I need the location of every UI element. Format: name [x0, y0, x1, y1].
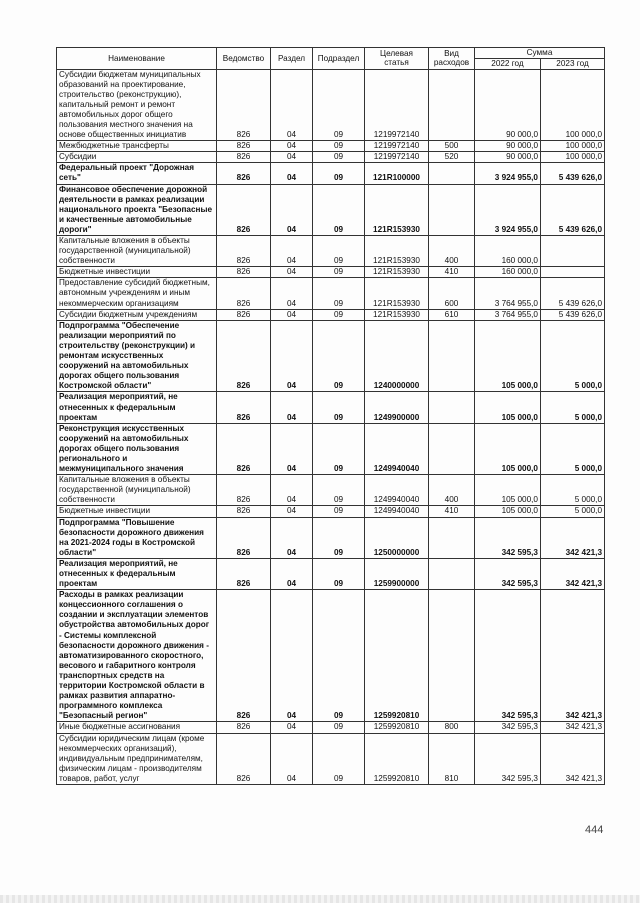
row-sum-2023: 5 000,0: [541, 423, 605, 474]
row-dept: 826: [217, 69, 271, 141]
row-name: Подпрограмма "Повышение безопасности дорожного движения на 2021-2024 годы в Костромской области": [57, 517, 217, 558]
row-target: 121R153930: [365, 309, 429, 320]
row-name: Подпрограмма "Обеспечение реализации мероприятий по строительству (реконструкции) и ремонтам искусственных сооружений на автомобильных дорогах общего пользования Костромской области": [57, 320, 217, 392]
row-name: Субсидии: [57, 152, 217, 163]
row-sum-2022: 160 000,0: [475, 236, 541, 267]
row-section: 04: [271, 236, 313, 267]
row-name: Субсидии бюджетным учреждениям: [57, 309, 217, 320]
row-kind: 520: [429, 152, 475, 163]
row-subsection: 09: [313, 590, 365, 722]
row-dept: 826: [217, 184, 271, 235]
table-row: [57, 163, 605, 184]
row-target: 121R153930: [365, 278, 429, 309]
table-row: [57, 423, 605, 474]
row-sum-2022: 105 000,0: [475, 475, 541, 506]
row-name: Реализация мероприятий, не отнесенных к федеральным проектам: [57, 392, 217, 423]
row-section: 04: [271, 267, 313, 278]
header-2022: 2022 год: [475, 59, 541, 70]
table-row: [57, 733, 605, 784]
row-target: 121R153930: [365, 184, 429, 235]
row-kind: 800: [429, 722, 475, 733]
row-dept: 826: [217, 475, 271, 506]
row-sum-2022: 90 000,0: [475, 152, 541, 163]
row-section: 04: [271, 141, 313, 152]
table-row: [57, 278, 605, 309]
row-sum-2023: 5 000,0: [541, 392, 605, 423]
row-sum-2022: 342 595,3: [475, 733, 541, 784]
row-dept: 826: [217, 163, 271, 184]
row-sum-2022: 105 000,0: [475, 392, 541, 423]
table-row: [57, 590, 605, 722]
row-sum-2022: 105 000,0: [475, 506, 541, 517]
row-subsection: 09: [313, 163, 365, 184]
row-sum-2022: 3 924 955,0: [475, 184, 541, 235]
row-sum-2023: 342 421,3: [541, 517, 605, 558]
row-dept: 826: [217, 236, 271, 267]
row-subsection: 09: [313, 733, 365, 784]
row-target: 1249940040: [365, 475, 429, 506]
row-section: 04: [271, 517, 313, 558]
budget-table: [56, 47, 605, 785]
row-subsection: 09: [313, 392, 365, 423]
row-name: Иные бюджетные ассигнования: [57, 722, 217, 733]
row-kind: [429, 517, 475, 558]
row-sum-2022: 3 764 955,0: [475, 278, 541, 309]
row-kind: [429, 184, 475, 235]
row-sum-2023: 5 439 626,0: [541, 163, 605, 184]
row-name: Капитальные вложения в объекты государственной (муниципальной) собственности: [57, 475, 217, 506]
row-subsection: 09: [313, 722, 365, 733]
row-name: Субсидии юридическим лицам (кроме некоммерческих организаций), индивидуальным предпринимателям, физическим лицам - производителям товаров, работ, услуг: [57, 733, 217, 784]
row-sum-2023: 100 000,0: [541, 69, 605, 141]
row-target: 1219972140: [365, 152, 429, 163]
row-kind: [429, 423, 475, 474]
row-section: 04: [271, 392, 313, 423]
table-row: [57, 184, 605, 235]
row-target: 1259900000: [365, 558, 429, 589]
row-target: 121R100000: [365, 163, 429, 184]
row-dept: 826: [217, 722, 271, 733]
row-dept: 826: [217, 590, 271, 722]
row-section: 04: [271, 163, 313, 184]
row-section: 04: [271, 69, 313, 141]
row-dept: 826: [217, 558, 271, 589]
row-sum-2022: 90 000,0: [475, 141, 541, 152]
row-target: 1249900000: [365, 392, 429, 423]
row-section: 04: [271, 722, 313, 733]
table-row: [57, 320, 605, 392]
row-sum-2023: 5 000,0: [541, 320, 605, 392]
row-sum-2023: 342 421,3: [541, 722, 605, 733]
row-section: 04: [271, 423, 313, 474]
row-section: 04: [271, 320, 313, 392]
row-sum-2022: 160 000,0: [475, 267, 541, 278]
row-subsection: 09: [313, 423, 365, 474]
table-body: [57, 69, 605, 784]
row-kind: 410: [429, 267, 475, 278]
row-subsection: 09: [313, 69, 365, 141]
row-target: 121R153930: [365, 236, 429, 267]
table-row: [57, 558, 605, 589]
row-sum-2022: 90 000,0: [475, 69, 541, 141]
table-row: [57, 475, 605, 506]
scan-edge: [0, 895, 640, 903]
row-sum-2023: 5 000,0: [541, 475, 605, 506]
row-kind: [429, 392, 475, 423]
row-section: 04: [271, 309, 313, 320]
row-sum-2022: 342 595,3: [475, 590, 541, 722]
row-kind: [429, 558, 475, 589]
row-name: Расходы в рамках реализации концессионного соглашения о создании и эксплуатации элементов обустройства автомобильных дорог - Системы комплексной безопасности дорожного движения - автоматизированного скоростного, весового и габаритного контроля транспортных средств на территории Костромской области в рамках развития аппаратно-программного комплекса "Безопасный регион": [57, 590, 217, 722]
row-sum-2022: 3 764 955,0: [475, 309, 541, 320]
row-dept: 826: [217, 392, 271, 423]
row-target: 121R153930: [365, 267, 429, 278]
row-name: Бюджетные инвестиции: [57, 506, 217, 517]
row-subsection: 09: [313, 475, 365, 506]
row-kind: 810: [429, 733, 475, 784]
row-target: 1259920810: [365, 722, 429, 733]
row-dept: 826: [217, 278, 271, 309]
row-dept: 826: [217, 733, 271, 784]
table-row: [57, 69, 605, 141]
row-section: 04: [271, 184, 313, 235]
row-target: 1259920810: [365, 590, 429, 722]
row-target: 1219972140: [365, 69, 429, 141]
row-dept: 826: [217, 141, 271, 152]
row-subsection: 09: [313, 506, 365, 517]
row-kind: [429, 163, 475, 184]
row-subsection: 09: [313, 278, 365, 309]
header-subsection: Подраздел: [313, 48, 365, 70]
row-sum-2023: 5 000,0: [541, 506, 605, 517]
row-sum-2023: 100 000,0: [541, 152, 605, 163]
table-row: [57, 236, 605, 267]
row-sum-2022: 105 000,0: [475, 320, 541, 392]
row-sum-2023: 5 439 626,0: [541, 309, 605, 320]
row-kind: 610: [429, 309, 475, 320]
row-kind: 600: [429, 278, 475, 309]
row-sum-2022: 3 924 955,0: [475, 163, 541, 184]
row-section: 04: [271, 152, 313, 163]
row-section: 04: [271, 733, 313, 784]
table-row: [57, 506, 605, 517]
row-kind: 400: [429, 236, 475, 267]
row-dept: 826: [217, 423, 271, 474]
row-dept: 826: [217, 506, 271, 517]
row-subsection: 09: [313, 152, 365, 163]
page-number: 444: [585, 824, 604, 836]
row-kind: 400: [429, 475, 475, 506]
table-row: [57, 722, 605, 733]
table-row: [57, 152, 605, 163]
row-sum-2023: 342 421,3: [541, 558, 605, 589]
row-section: 04: [271, 590, 313, 722]
table-row: [57, 517, 605, 558]
row-subsection: 09: [313, 184, 365, 235]
row-target: 1219972140: [365, 141, 429, 152]
row-sum-2023: [541, 236, 605, 267]
row-section: 04: [271, 558, 313, 589]
row-kind: 500: [429, 141, 475, 152]
row-name: Межбюджетные трансферты: [57, 141, 217, 152]
row-name: Реконструкция искусственных сооружений на автомобильных дорогах общего пользования регионального и межмуниципального значения: [57, 423, 217, 474]
row-subsection: 09: [313, 141, 365, 152]
header-name: Наименование: [57, 48, 217, 70]
row-dept: 826: [217, 320, 271, 392]
row-sum-2023: 5 439 626,0: [541, 184, 605, 235]
row-sum-2023: 342 421,3: [541, 590, 605, 722]
row-sum-2022: 342 595,3: [475, 558, 541, 589]
row-name: Предоставление субсидий бюджетным, автономным учреждениям и иным некоммерческим организациям: [57, 278, 217, 309]
row-sum-2023: 100 000,0: [541, 141, 605, 152]
row-section: 04: [271, 506, 313, 517]
row-name: Финансовое обеспечение дорожной деятельности в рамках реализации национального проекта "Безопасные и качественные автомобильные дороги": [57, 184, 217, 235]
row-name: Реализация мероприятий, не отнесенных к федеральным проектам: [57, 558, 217, 589]
row-sum-2023: 342 421,3: [541, 733, 605, 784]
header-dept: Ведомство: [217, 48, 271, 70]
row-target: 1259920810: [365, 733, 429, 784]
row-target: 1249940040: [365, 506, 429, 517]
row-target: 1250000000: [365, 517, 429, 558]
row-subsection: 09: [313, 320, 365, 392]
header-target: Целевая статья: [365, 48, 429, 70]
row-sum-2022: 105 000,0: [475, 423, 541, 474]
row-dept: 826: [217, 517, 271, 558]
table-row: [57, 141, 605, 152]
row-dept: 826: [217, 309, 271, 320]
row-name: Капитальные вложения в объекты государственной (муниципальной) собственности: [57, 236, 217, 267]
row-kind: [429, 69, 475, 141]
row-sum-2023: 5 439 626,0: [541, 278, 605, 309]
row-dept: 826: [217, 152, 271, 163]
row-sum-2022: 342 595,3: [475, 722, 541, 733]
row-subsection: 09: [313, 517, 365, 558]
row-kind: [429, 590, 475, 722]
table-row: [57, 267, 605, 278]
row-sum-2023: [541, 267, 605, 278]
header-kind: Вид расходов: [429, 48, 475, 70]
row-section: 04: [271, 278, 313, 309]
row-name: Федеральный проект "Дорожная сеть": [57, 163, 217, 184]
header-section: Раздел: [271, 48, 313, 70]
row-target: 1240000000: [365, 320, 429, 392]
row-dept: 826: [217, 267, 271, 278]
row-subsection: 09: [313, 236, 365, 267]
row-subsection: 09: [313, 267, 365, 278]
row-name: Субсидии бюджетам муниципальных образований на проектирование, строительство (реконструкцию), капитальный ремонт и ремонт автомобильных дорог общего пользования местного значения на основе общественных инициатив: [57, 69, 217, 141]
row-kind: [429, 320, 475, 392]
table-row: [57, 309, 605, 320]
row-subsection: 09: [313, 558, 365, 589]
row-name: Бюджетные инвестиции: [57, 267, 217, 278]
row-target: 1249940040: [365, 423, 429, 474]
row-section: 04: [271, 475, 313, 506]
header-2023: 2023 год: [541, 59, 605, 70]
row-sum-2022: 342 595,3: [475, 517, 541, 558]
header-sum: Сумма: [475, 48, 605, 59]
row-kind: 410: [429, 506, 475, 517]
table-row: [57, 392, 605, 423]
row-subsection: 09: [313, 309, 365, 320]
